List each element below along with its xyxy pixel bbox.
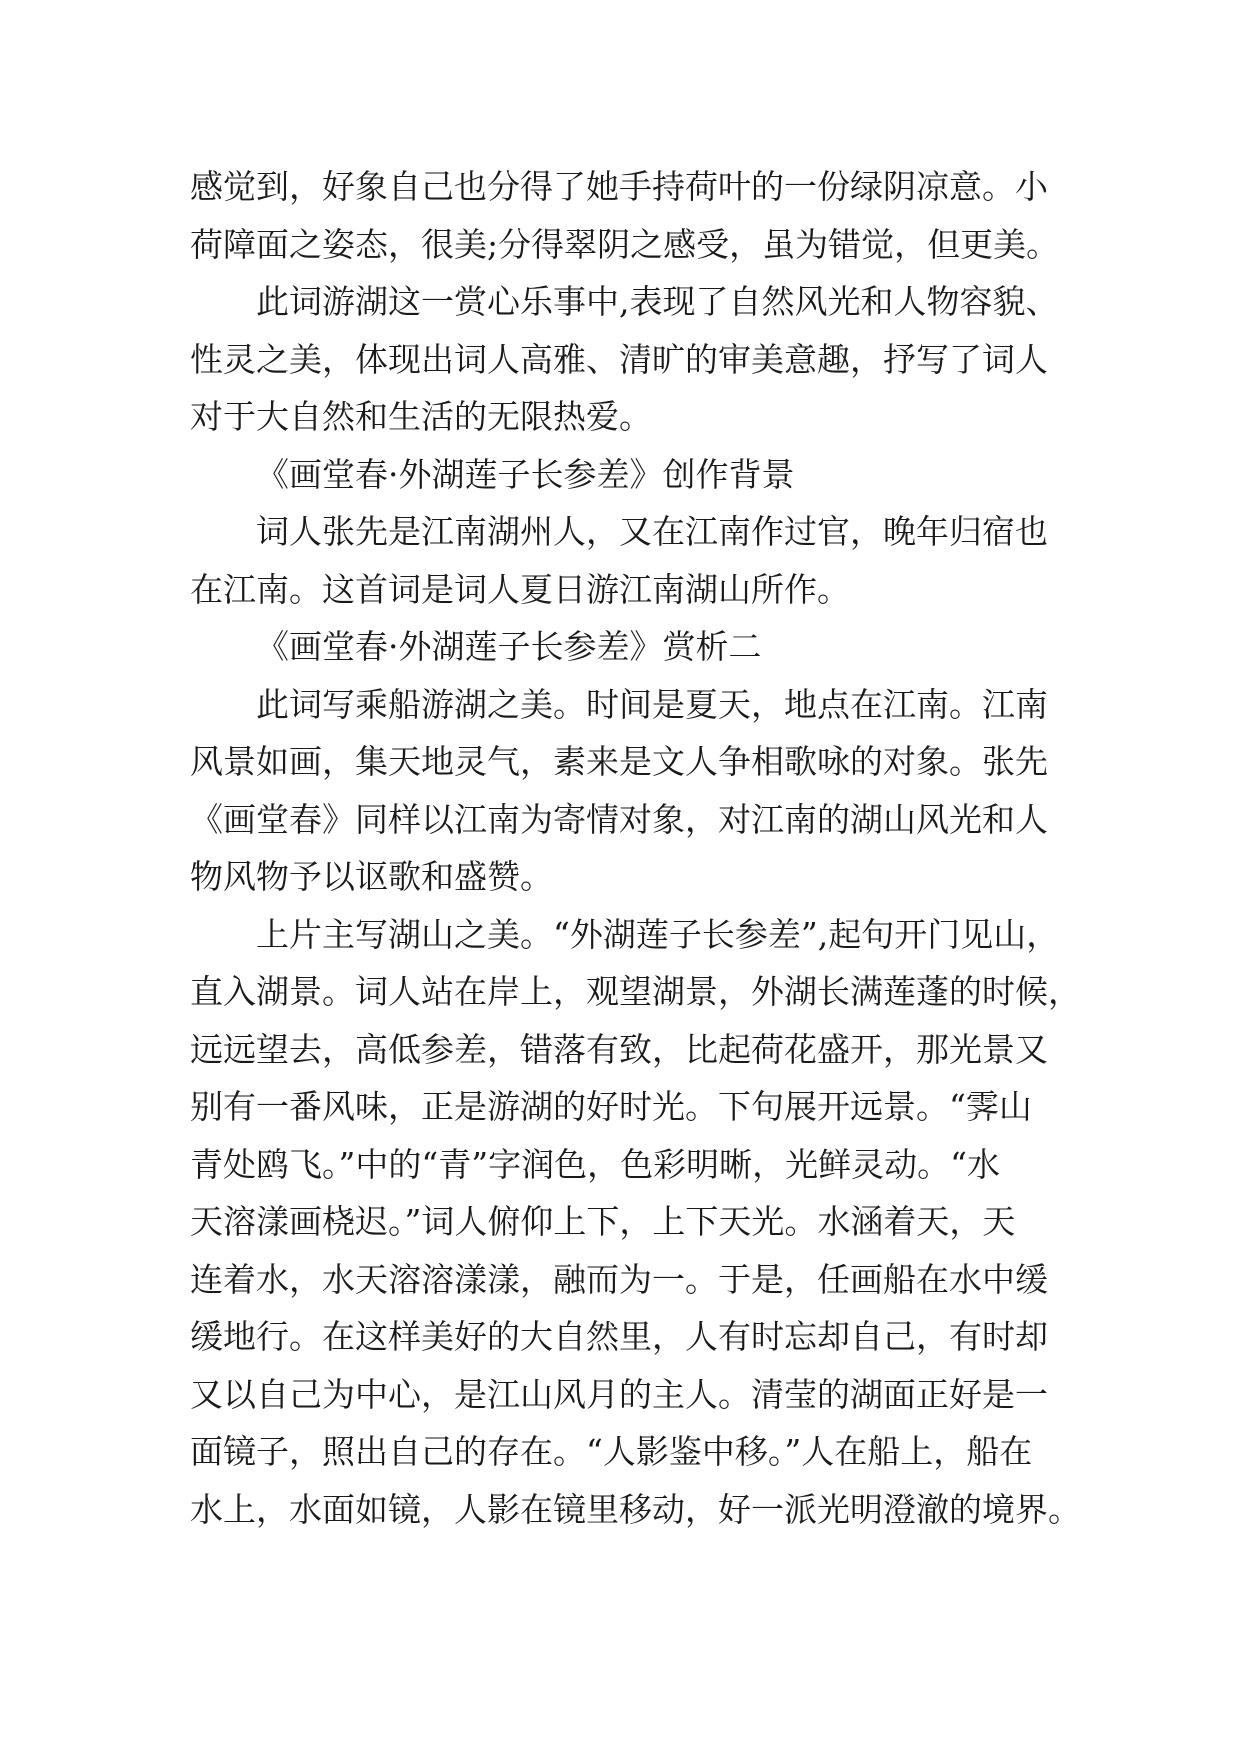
text-line: 在江南。这首词是词人夏日游江南湖山所作。 xyxy=(190,569,850,609)
text-line: 此词写乘船游湖之美。时间是夏天，地点在江南。江南 xyxy=(256,684,1048,724)
text-line: 《画堂春·外湖莲子长参差》创作背景 xyxy=(256,454,795,494)
text-line: 对于大自然和生活的无限热爱。 xyxy=(190,397,652,436)
text-line: 性灵之美，体现出词人高雅、清旷的审美意趣，抒写了词人 xyxy=(190,339,1048,379)
text-line: 《画堂春》同样以江南为寄情对象，对江南的湖山风光和人 xyxy=(190,799,1048,839)
text-line: 水上，水面如镜，人影在镜里移动，好一派光明澄澈的境界。 xyxy=(190,1489,1081,1529)
body-text xyxy=(190,158,1090,1538)
text-line: 直入湖景。词人站在岸上，观望湖景，外湖长满莲蓬的时候， xyxy=(190,972,1081,1011)
text-line: 物风物予以讴歌和盛赞。 xyxy=(190,857,553,896)
text-line: 别有一番风味，正是游湖的好时光。下句展开远景。“霁山 xyxy=(190,1087,1032,1126)
text-line: 感觉到，好象自己也分得了她手持荷叶的一份绿阴凉意。小 xyxy=(190,167,1048,206)
text-line: 远远望去，高低参差，错落有致，比起荷花盛开，那光景又 xyxy=(190,1029,1048,1069)
text-line: 面镜子，照出自己的存在。“人影鉴中移。”人在船上，船在 xyxy=(190,1432,1033,1471)
text-line: 又以自己为中心，是江山风月的主人。清莹的湖面正好是一 xyxy=(190,1374,1048,1414)
text-line: 青处鸥飞。”中的“青”字润色，色彩明晰，光鲜灵动。“水 xyxy=(190,1144,1000,1184)
text-line: 荷障面之姿态，很美;分得翠阴之感受，虽为错觉，但更美。 xyxy=(190,224,1060,264)
text-line: 缓地行。在这样美好的大自然里，人有时忘却自己，有时却 xyxy=(190,1317,1048,1356)
text-line: 词人张先是江南湖州人，又在江南作过官，晚年归宿也 xyxy=(256,512,1048,551)
text-line: 此词游湖这一赏心乐事中,表现了自然风光和人物容貌、 xyxy=(256,282,1059,321)
text-line: 上片主写湖山之美。“外湖莲子长参差”,起句开门见山， xyxy=(256,914,1060,954)
text-line: 天溶漾画桡迟。”词人俯仰上下，上下天光。水涵着天，天 xyxy=(190,1202,1016,1241)
text-line: 连着水，水天溶溶漾漾，融而为一。于是，任画船在水中缓 xyxy=(190,1259,1048,1299)
text-line: 《画堂春·外湖莲子长参差》赏析二 xyxy=(256,627,762,666)
text-line: 风景如画，集天地灵气，素来是文人争相歌咏的对象。张先 xyxy=(190,742,1048,781)
